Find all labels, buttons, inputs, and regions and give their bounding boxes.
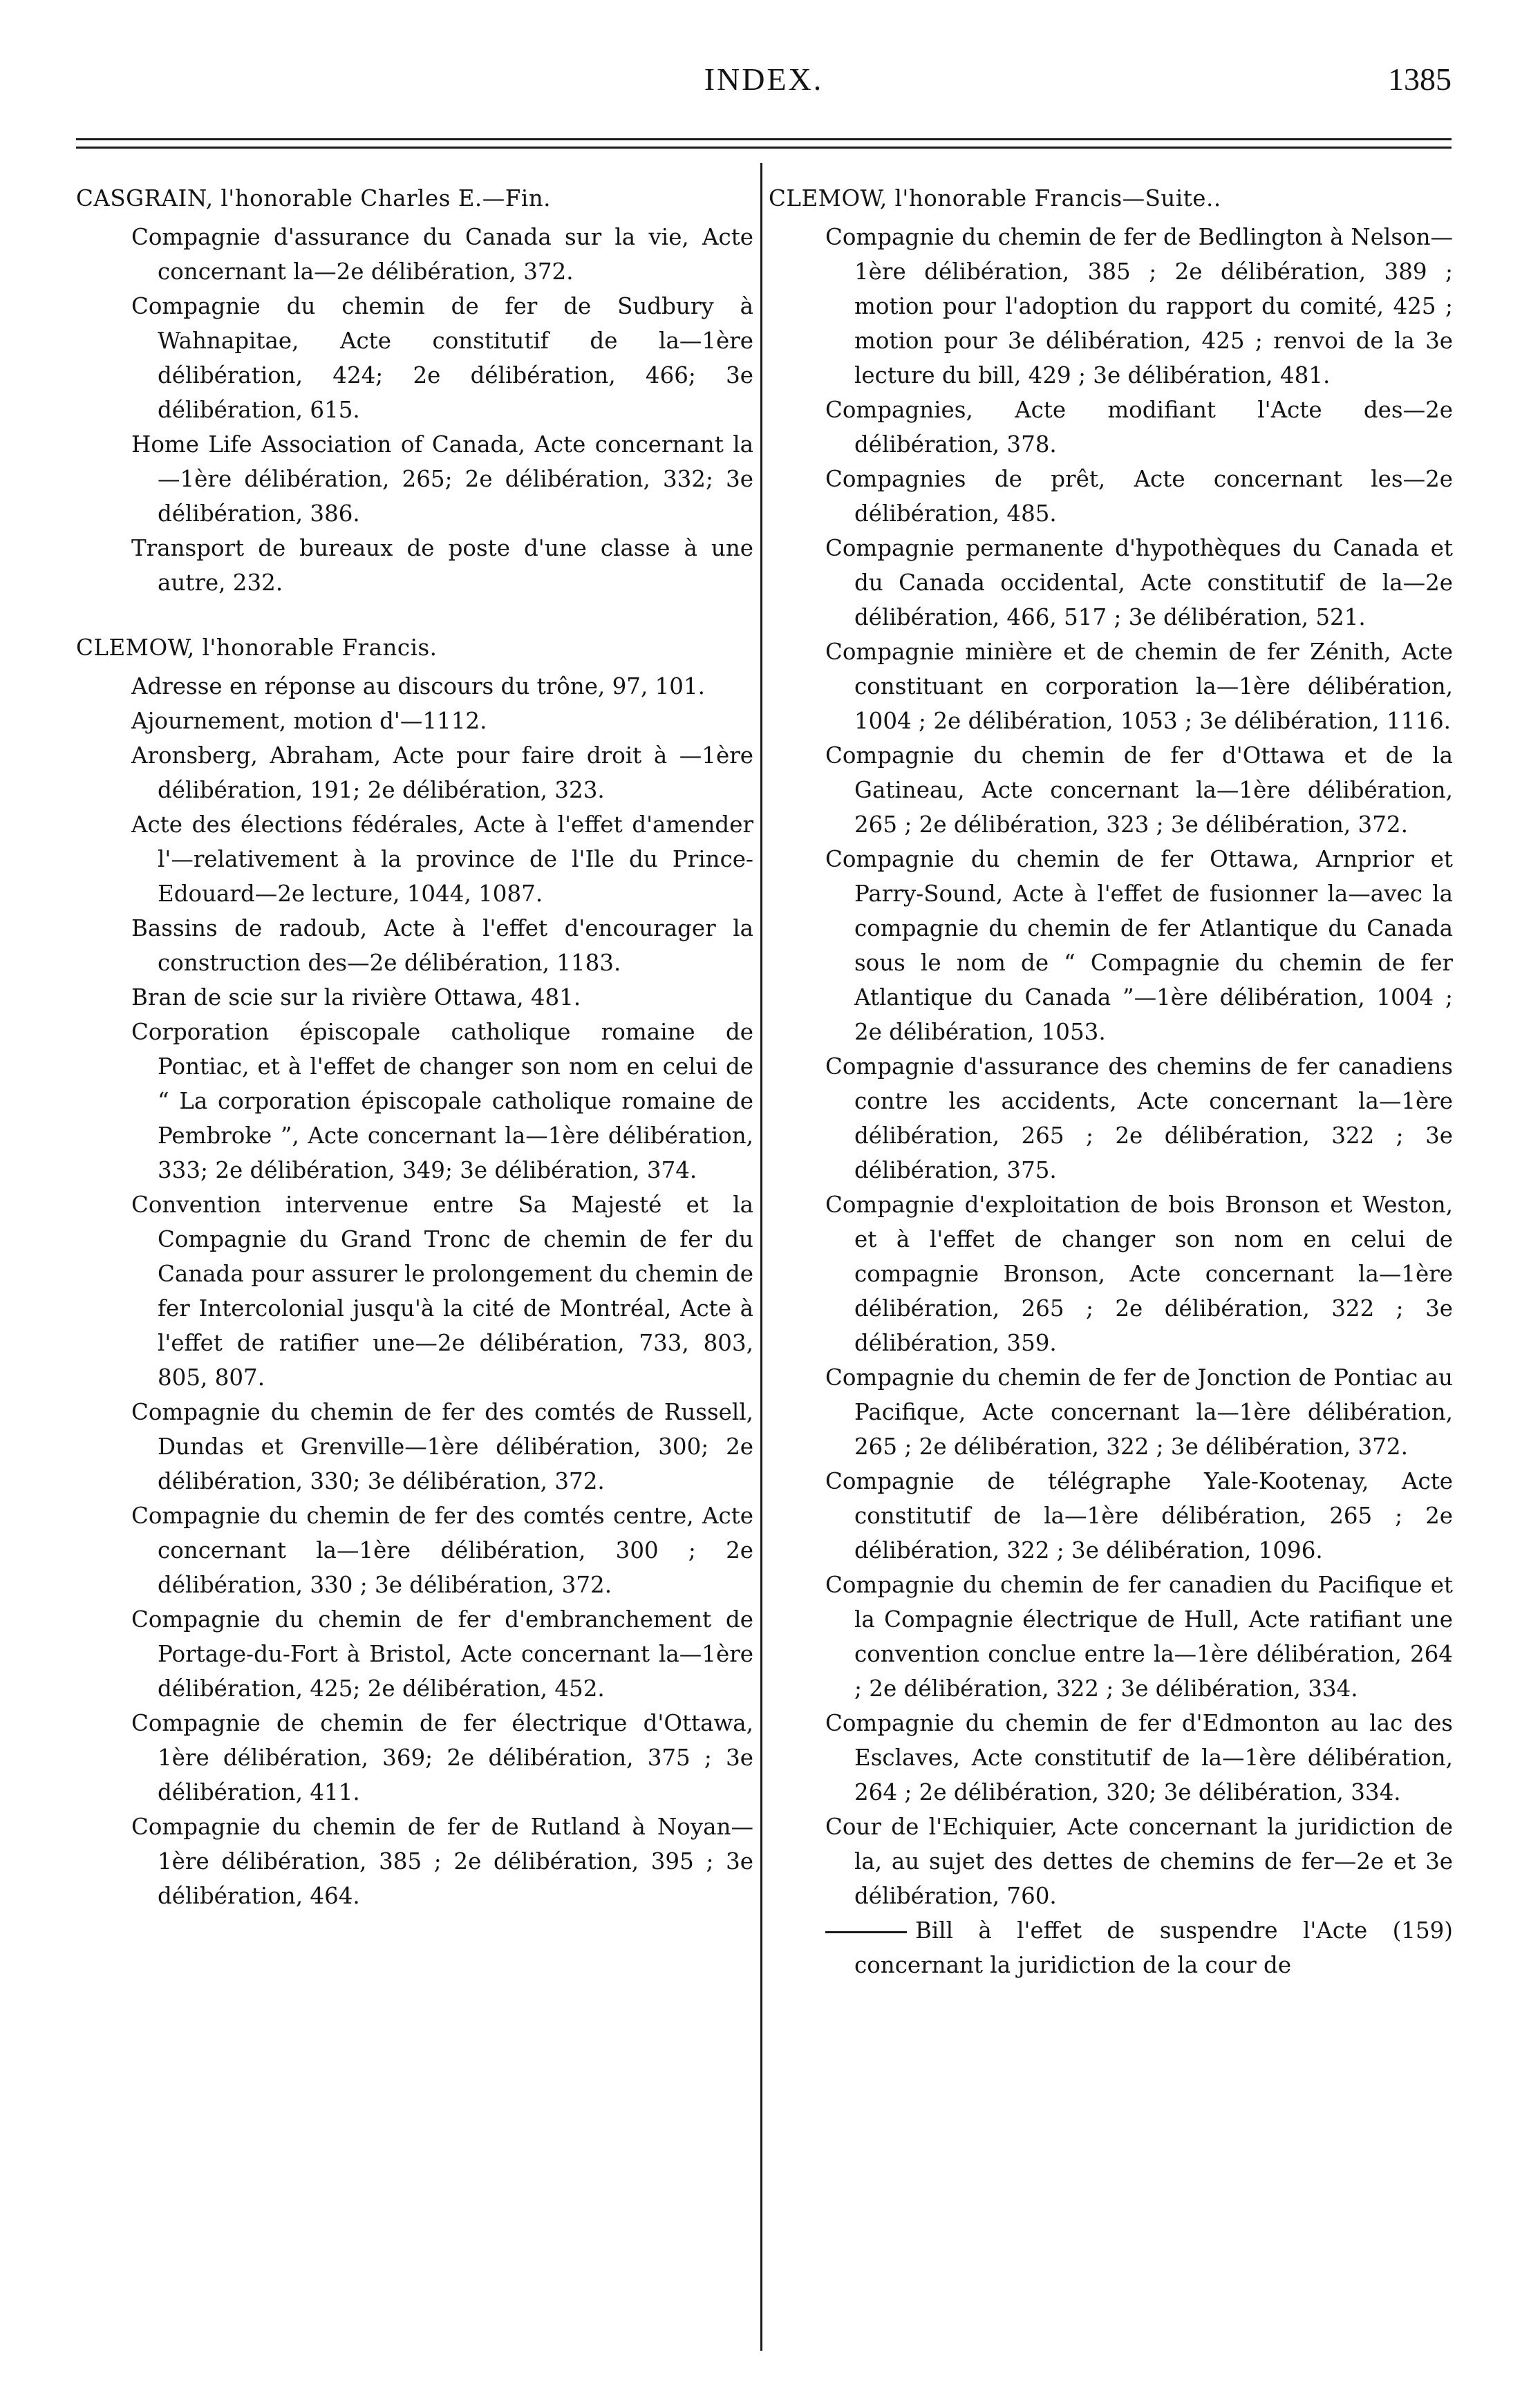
index-entry: Compagnie d'assurance des chemins de fer canadiens contre les accidents, Acte concernant la—1ère délibération, 265 ; 2e délibération, 322 ; 3e délibération, 375. <box>825 1053 1453 1183</box>
section-heading-clemow: CLEMOW, l'honorable Francis. <box>76 635 438 661</box>
index-entry: Corporation épiscopale catholique romaine de Pontiac, et à l'effet de changer son nom en celui de “ La corporation épiscopale catholique romaine de Pembroke ”, Acte concernant la—1ère délibération, 333; 2e délibération, 349; 3e délibération, 374. <box>131 1019 753 1183</box>
page-number: 1385 <box>1388 62 1452 97</box>
ditto-dash <box>825 1931 907 1933</box>
index-entry: Compagnie permanente d'hypothèques du Canada et du Canada occidental, Acte constitutif de la—2e délibération, 466, 517 ; 3e délibération, 521. <box>825 535 1453 630</box>
index-entry: Bran de scie sur la rivière Ottawa, 481. <box>131 984 581 1011</box>
header-rule-top <box>76 138 1452 140</box>
right-column <box>769 181 1453 1982</box>
index-entry: Compagnie de télégraphe Yale-Kootenay, Acte constitutif de la—1ère délibération, 265 ; 2e délibération, 322 ; 3e délibération, 1096. <box>825 1468 1453 1563</box>
index-entry: Compagnie du chemin de fer d'Ottawa et de la Gatineau, Acte concernant la—1ère délibération, 265 ; 2e délibération, 323 ; 3e délibération, 372. <box>825 742 1453 838</box>
index-entry: Compagnie du chemin de fer de Bedlington à Nelson—1ère délibération, 385 ; 2e délibération, 389 ; motion pour l'adoption du rapport du comité, 425 ; motion pour 3e délibération, 425 ; renvoi de la 3e lecture du bill, 429 ; 3e délibération, 481. <box>825 224 1453 388</box>
header-rule-bottom <box>76 147 1452 149</box>
index-entry: Adresse en réponse au discours du trône, 97, 101. <box>131 673 705 699</box>
index-entry: Compagnie du chemin de fer de Jonction de Pontiac au Pacifique, Acte concernant la—1ère délibération, 265 ; 2e délibération, 322 ; 3e délibération, 372. <box>825 1364 1453 1460</box>
index-entry: Ajournement, motion d'—1112. <box>131 708 487 734</box>
index-entry: Compagnie du chemin de fer de Sudbury à Wahnapitae, Acte constitutif de la—1ère délibération, 424; 2e délibération, 466; 3e délibération, 615. <box>131 293 753 423</box>
index-entry: Convention intervenue entre Sa Majesté et la Compagnie du Grand Tronc de chemin de fer du Canada pour assurer le prolongement du chemin de fer Intercolonial jusqu'à la cité de Montréal, Acte à l'effet de ratifier une—2e délibération, 733, 803, 805, 807. <box>131 1192 753 1391</box>
index-entry: Compagnie d'exploitation de bois Bronson et Weston, et à l'effet de changer son nom en celui de compagnie Bronson, Acte concernant la—1ère délibération, 265 ; 2e délibération, 322 ; 3e délibération, 359. <box>825 1192 1453 1356</box>
index-entry: Compagnie du chemin de fer des comtés centre, Acte concernant la—1ère délibération, 300 ; 2e délibération, 330 ; 3e délibération, 372. <box>131 1503 753 1598</box>
index-entry: Compagnie de chemin de fer électrique d'Ottawa, 1ère délibération, 369; 2e délibération, 375 ; 3e délibération, 411. <box>131 1710 753 1805</box>
index-entry: Compagnie du chemin de fer des comtés de Russell, Dundas et Grenville—1ère délibération, 300; 2e délibération, 330; 3e délibération, 372. <box>131 1399 753 1494</box>
running-head <box>76 61 1452 109</box>
index-entry: Compagnie d'assurance du Canada sur la vie, Acte concernant la—2e délibération, 372. <box>131 224 753 285</box>
index-entry: Compagnie du chemin de fer Ottawa, Arnprior et Parry-Sound, Acte à l'effet de fusionner la—avec la compagnie du chemin de fer Atlantique du Canada sous le nom de “ Compagnie du chemin de fer Atlantique du Canada ”—1ère délibération, 1004 ; 2e délibération, 1053. <box>825 846 1453 1045</box>
section-heading-clemow-suite: CLEMOW, l'honorable Francis—Suite.. <box>769 185 1221 212</box>
index-entry: Transport de bureaux de poste d'une classe à une autre, 232. <box>131 535 753 596</box>
index-entry: Acte des élections fédérales, Acte à l'effet d'amender l'—relativement à la province de l'Ile du Prince-Edouard—2e lecture, 1044, 1087. <box>131 811 753 907</box>
index-entry: Compagnie minière et de chemin de fer Zénith, Acte constituant en corporation la—1ère délibération, 1004 ; 2e délibération, 1053 ; 3e délibération, 1116. <box>825 639 1453 734</box>
index-entry: Aronsberg, Abraham, Acte pour faire droit à —1ère délibération, 191; 2e délibération, 323. <box>131 742 753 803</box>
section-heading-casgrain: CASGRAIN, l'honorable Charles E.—Fin. <box>76 185 551 212</box>
index-entry: Compagnie du chemin de fer d'embranchement de Portage-du-Fort à Bristol, Acte concernant la—1ère délibération, 425; 2e délibération, 452. <box>131 1606 753 1702</box>
index-entry-continuation <box>769 1913 1453 1982</box>
page-title: INDEX. <box>704 62 824 97</box>
index-entry: Compagnie du chemin de fer canadien du Pacifique et la Compagnie électrique de Hull, Acte ratifiant une convention conclue entre la—1ère délibération, 264 ; 2e délibération, 322 ; 3e délibération, 334. <box>825 1572 1453 1702</box>
index-entry: Home Life Association of Canada, Acte concernant la—1ère délibération, 265; 2e délibération, 332; 3e délibération, 386. <box>131 431 753 527</box>
index-entry: Bassins de radoub, Acte à l'effet d'encourager la construction des—2e délibération, 1183. <box>131 915 753 976</box>
index-entry: Compagnies de prêt, Acte concernant les—2e délibération, 485. <box>825 466 1453 527</box>
column-divider <box>760 163 762 2351</box>
index-entry: Compagnie du chemin de fer de Rutland à Noyan—1ère délibération, 385 ; 2e délibération, 395 ; 3e délibération, 464. <box>131 1814 753 1909</box>
left-column <box>76 181 753 1913</box>
continuation-text: Bill à l'effet de suspendre l'Acte (159) concernant la juridiction de la cour de <box>854 1917 1453 1978</box>
index-entry: Cour de l'Echiquier, Acte concernant la juridiction de la, au sujet des dettes de chemins de fer—2e et 3e délibération, 760. <box>825 1814 1453 1909</box>
index-entry: Compagnies, Acte modifiant l'Acte des—2e délibération, 378. <box>825 397 1453 458</box>
index-entry: Compagnie du chemin de fer d'Edmonton au lac des Esclaves, Acte constitutif de la—1ère délibération, 264 ; 2e délibération, 320; 3e délibération, 334. <box>825 1710 1453 1805</box>
